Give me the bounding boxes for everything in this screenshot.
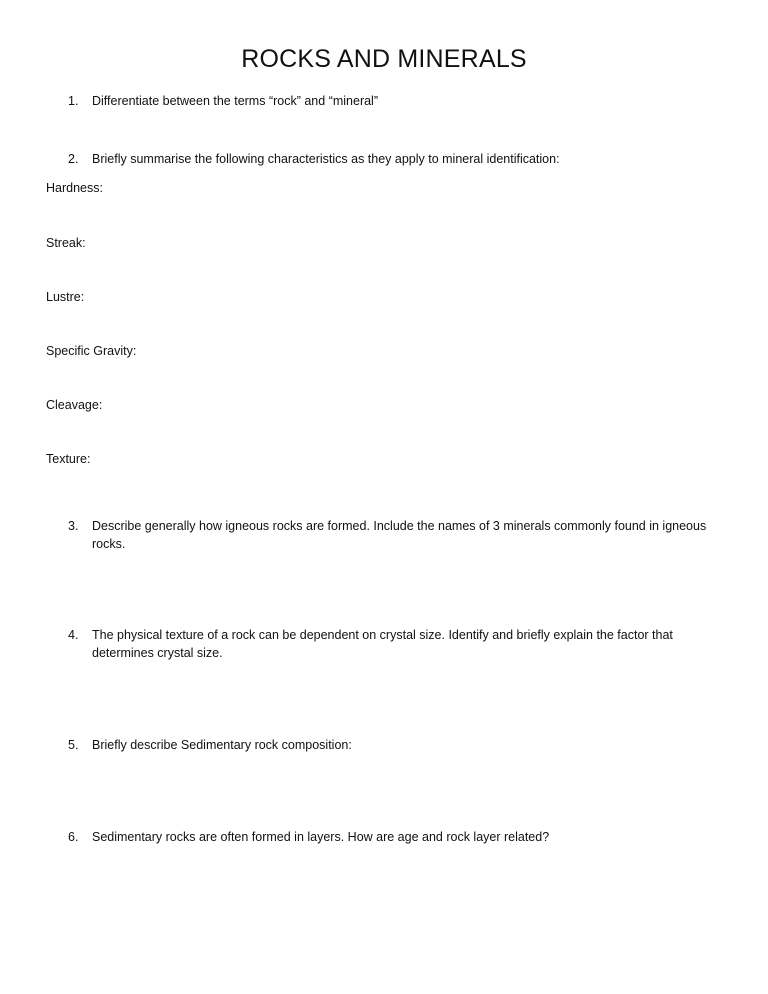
label-texture: Texture:	[46, 452, 91, 466]
question-1	[68, 92, 708, 110]
page-title: ROCKS AND MINERALS	[241, 45, 527, 73]
question-number: 2.	[68, 152, 79, 166]
question-5	[68, 736, 708, 754]
label-lustre: Lustre:	[46, 290, 85, 304]
question-text: Differentiate between the terms “rock” and “mineral”	[92, 94, 378, 108]
label-cleavage: Cleavage:	[46, 398, 103, 412]
question-number: 6.	[68, 830, 79, 844]
question-text: Describe generally how igneous rocks are formed. Include the names of 3 minerals commonly found in igneous rocks.	[92, 519, 707, 551]
question-text: Briefly summarise the following characteristics as they apply to mineral identification:	[92, 152, 560, 166]
question-text: Briefly describe Sedimentary rock composition:	[92, 738, 352, 752]
question-text: The physical texture of a rock can be dependent on crystal size. Identify and briefly explain the factor that determines crystal size.	[92, 628, 673, 660]
question-number: 4.	[68, 628, 79, 642]
question-2	[68, 150, 708, 168]
label-specific-gravity: Specific Gravity:	[46, 344, 137, 358]
label-hardness: Hardness:	[46, 181, 103, 195]
question-number: 5.	[68, 738, 79, 752]
label-streak: Streak:	[46, 236, 86, 250]
question-number: 3.	[68, 519, 79, 533]
question-4	[68, 626, 708, 662]
question-text: Sedimentary rocks are often formed in layers. How are age and rock layer related?	[92, 830, 550, 844]
question-3	[68, 517, 708, 553]
question-6	[68, 828, 708, 846]
question-number: 1.	[68, 94, 79, 108]
